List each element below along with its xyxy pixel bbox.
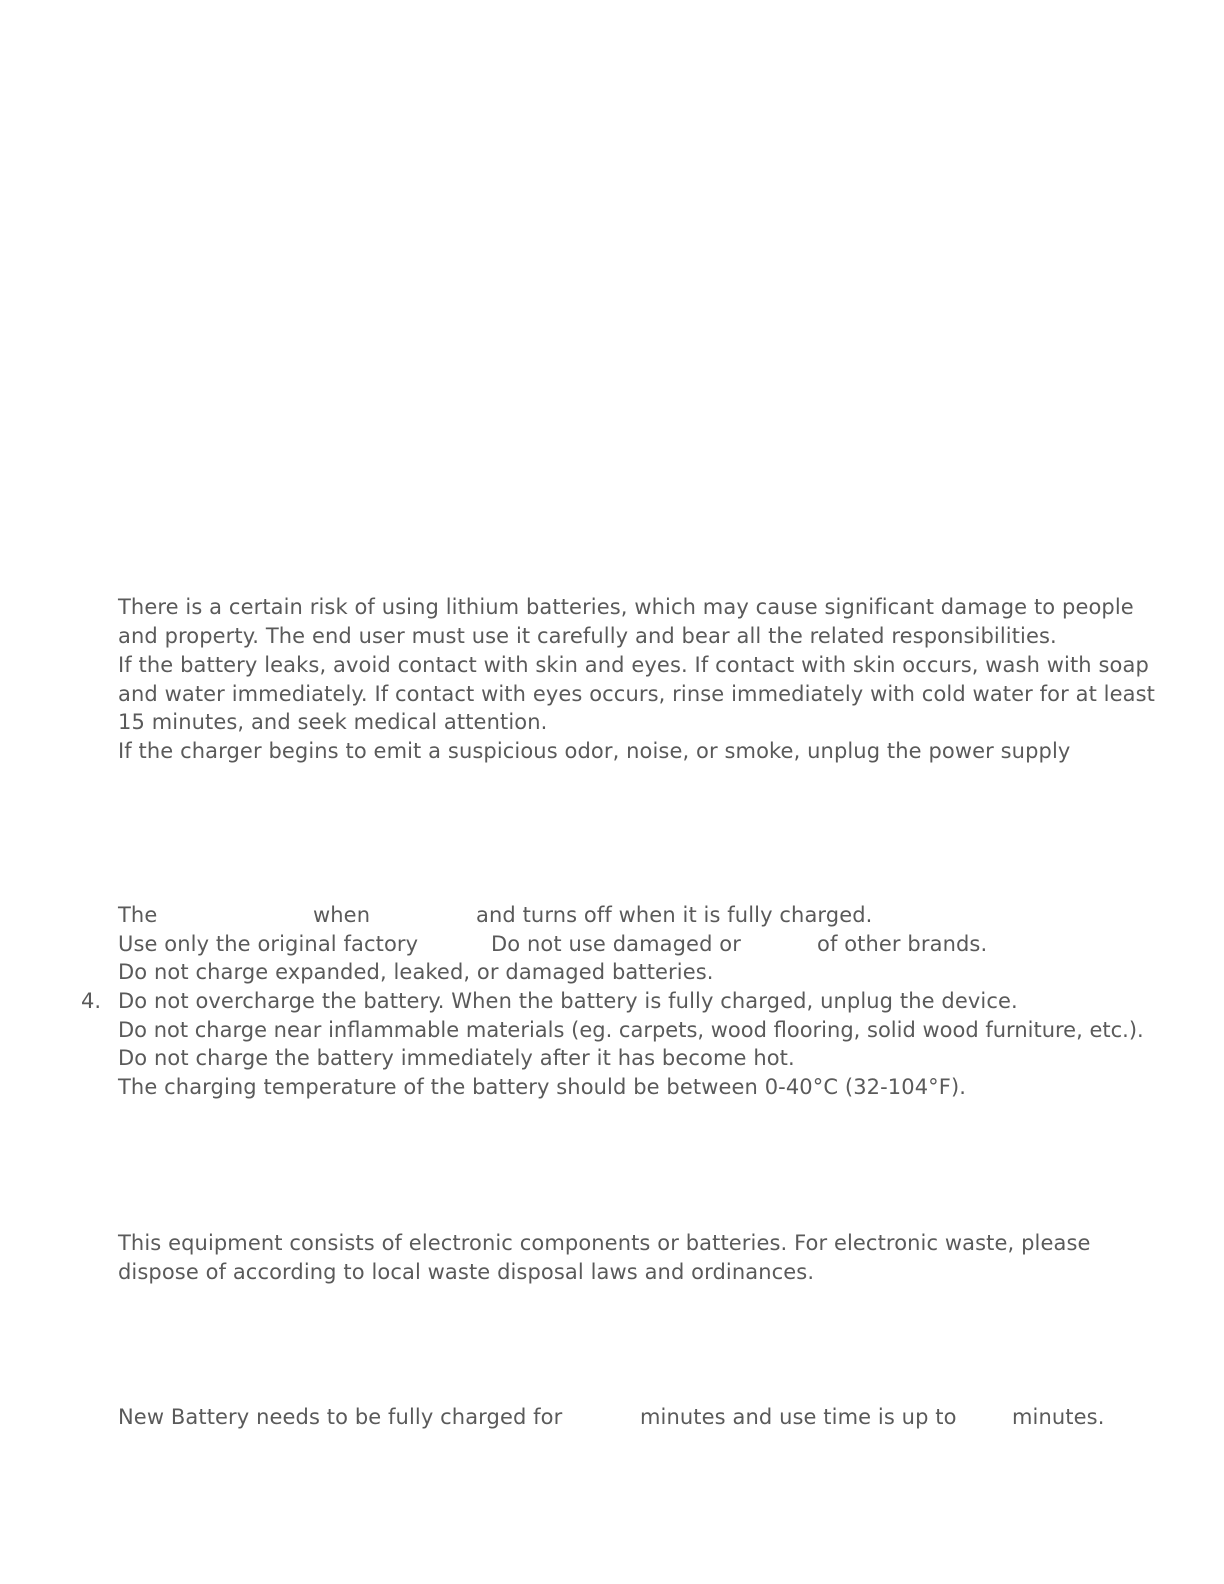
battery-line-part-3: minutes. [1012,1405,1105,1429]
charging-line-1-part-3: and turns off when it is fully charged. [476,903,873,927]
risk-line-2: and property. The end user must use it carefully and bear all the related responsibilities. [118,624,1057,648]
charging-line-4: Do not overcharge the battery. When the battery is fully charged, unplug the device. [118,989,1018,1013]
charging-line-7: The charging temperature of the battery should be between 0-40°C (32-104°F). [118,1075,967,1099]
charging-line-6: Do not charge the battery immediately after it has become hot. [118,1046,795,1070]
charging-line-1 [118,901,1018,930]
risk-line-5: 15 minutes, and seek medical attention. [118,710,548,734]
charging-line-2-part-3: of other brands. [817,932,988,956]
risk-line-3: If the battery leaks, avoid contact with skin and eyes. If contact with skin occurs, wash with soap [118,653,1149,677]
charging-line-1-part-2: when [313,903,371,927]
battery-line-part-1: New Battery needs to be fully charged for [118,1405,563,1429]
charging-line-2 [118,930,1018,959]
risk-line-1: There is a certain risk of using lithium batteries, which may cause significant damage to people [118,595,1134,619]
disposal-line-1: This equipment consists of electronic components or batteries. For electronic waste, please [118,1231,1091,1255]
list-number-4: 4. [81,989,102,1013]
charging-line-2-part-2: Do not use damaged or [491,932,741,956]
risk-line-6: If the charger begins to emit a suspicious odor, noise, or smoke, unplug the power supply [118,739,1071,763]
battery-line [118,1403,1118,1432]
charging-line-5: Do not charge near inflammable materials (eg. carpets, wood flooring, solid wood furniture, etc.). [118,1018,1144,1042]
disposal-line-2: dispose of according to local waste disposal laws and ordinances. [118,1260,815,1284]
charging-line-2-part-1: Use only the original factory [118,932,419,956]
risk-line-4: and water immediately. If contact with eyes occurs, rinse immediately with cold water for at least [118,682,1155,706]
battery-line-part-2: minutes and use time is up to [640,1405,957,1429]
charging-line-3: Do not charge expanded, leaked, or damaged batteries. [118,960,714,984]
charging-line-1-part-1: The [118,903,158,927]
